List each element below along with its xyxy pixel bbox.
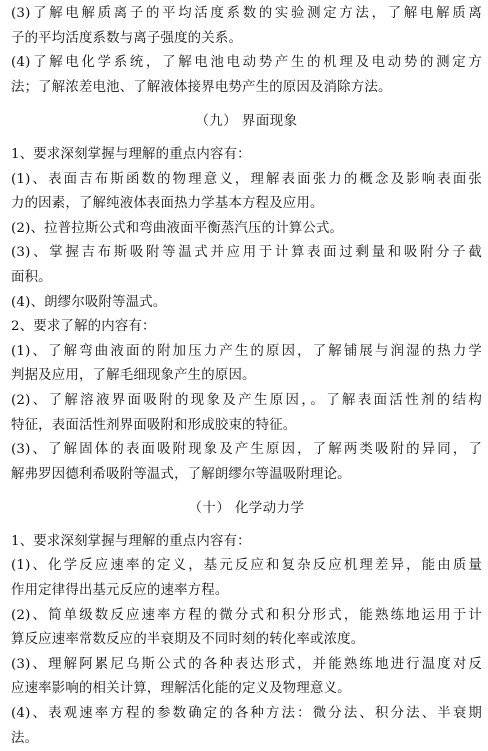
text-line: 法；了解浓差电池、了解液体接界电势产生的原因及消除方法。 xyxy=(11,79,392,95)
text-line: 应速率影响的相关计算，理解活化能的定义及物理意义。 xyxy=(11,681,351,697)
text-line: 1、要求深刻掌握与理解的重点内容有： xyxy=(11,146,251,162)
text-line: (1)、了解弯曲液面的附加压力产生的原因，了解铺展与润湿的热力学 xyxy=(11,343,482,359)
text-line: (4)、表观速率方程的参数确定的各种方法：微分法、积分法、半衰期 xyxy=(11,706,482,722)
text-line: (3)、了解固体的表面吸附现象及产生原因，了解两类吸附的异同，了 xyxy=(11,442,482,458)
text-line: 特征，表面活性剂界面吸附和形成胶束的特征。 xyxy=(11,417,297,433)
text-line: 1、要求深刻掌握与理解的重点内容有： xyxy=(11,533,251,549)
text-line: 力的因素，了解纯液体表面热力学基本方程及应用。 xyxy=(11,196,324,212)
text-line: 法。 xyxy=(11,730,39,746)
section-chemical-kinetics xyxy=(11,497,482,751)
text-line: (3)、理解阿累尼乌斯公式的各种表达形式，并能熟练地进行温度对反 xyxy=(11,656,482,672)
text-line: (1)、表面吉布斯函数的物理意义，理解表面张力的概念及影响表面张 xyxy=(11,171,482,187)
text-line: 2、要求了解的内容有： xyxy=(11,319,156,335)
text-line: 算反应速率常数反应的半衰期及不同时刻的转化率或浓度。 xyxy=(11,632,365,648)
text-line: 解弗罗因德利希吸附等温式，了解朗缪尔等温吸附理论。 xyxy=(11,466,351,482)
text-line: (2)、拉普拉斯公式和弯曲液面平衡蒸汽压的计算公式。 xyxy=(11,220,344,236)
section-heading: （十） 化学动力学 xyxy=(188,501,305,517)
text-line: 作用定律得出基元反应的速率方程。 xyxy=(11,583,229,599)
text-line: 判据及应用，了解毛细现象产生的原因。 xyxy=(11,368,256,384)
text-line: 面积。 xyxy=(11,269,52,285)
section-interface-phenomena xyxy=(11,110,482,487)
section-heading: （九） 界面现象 xyxy=(195,114,298,130)
text-line: (3)了解电解质离子的平均活度系数的实验测定方法，了解电解质离 xyxy=(11,6,482,21)
text-line: (2)、了解溶液界面吸附的现象及产生原因，。了解表面活性剂的结构 xyxy=(11,392,482,408)
section-electrochemistry-tail xyxy=(11,2,482,100)
text-line: (3)、掌握吉布斯吸附等温式并应用于计算表面过剩量和吸附分子截 xyxy=(11,245,482,261)
text-line: (4)、朗缪尔吸附等温式。 xyxy=(11,294,167,310)
text-line: (4)了解电化学系统，了解电池电动势产生的机理及电动势的测定方 xyxy=(11,55,482,71)
text-line: 子的平均活度系数与离子强度的关系。 xyxy=(11,30,243,46)
text-line: (2)、简单级数反应速率方程的微分式和积分形式，能熟练地运用于计 xyxy=(11,607,482,623)
text-line: (1)、化学反应速率的定义，基元反应和复杂反应机理差异，能由质量 xyxy=(11,558,482,574)
